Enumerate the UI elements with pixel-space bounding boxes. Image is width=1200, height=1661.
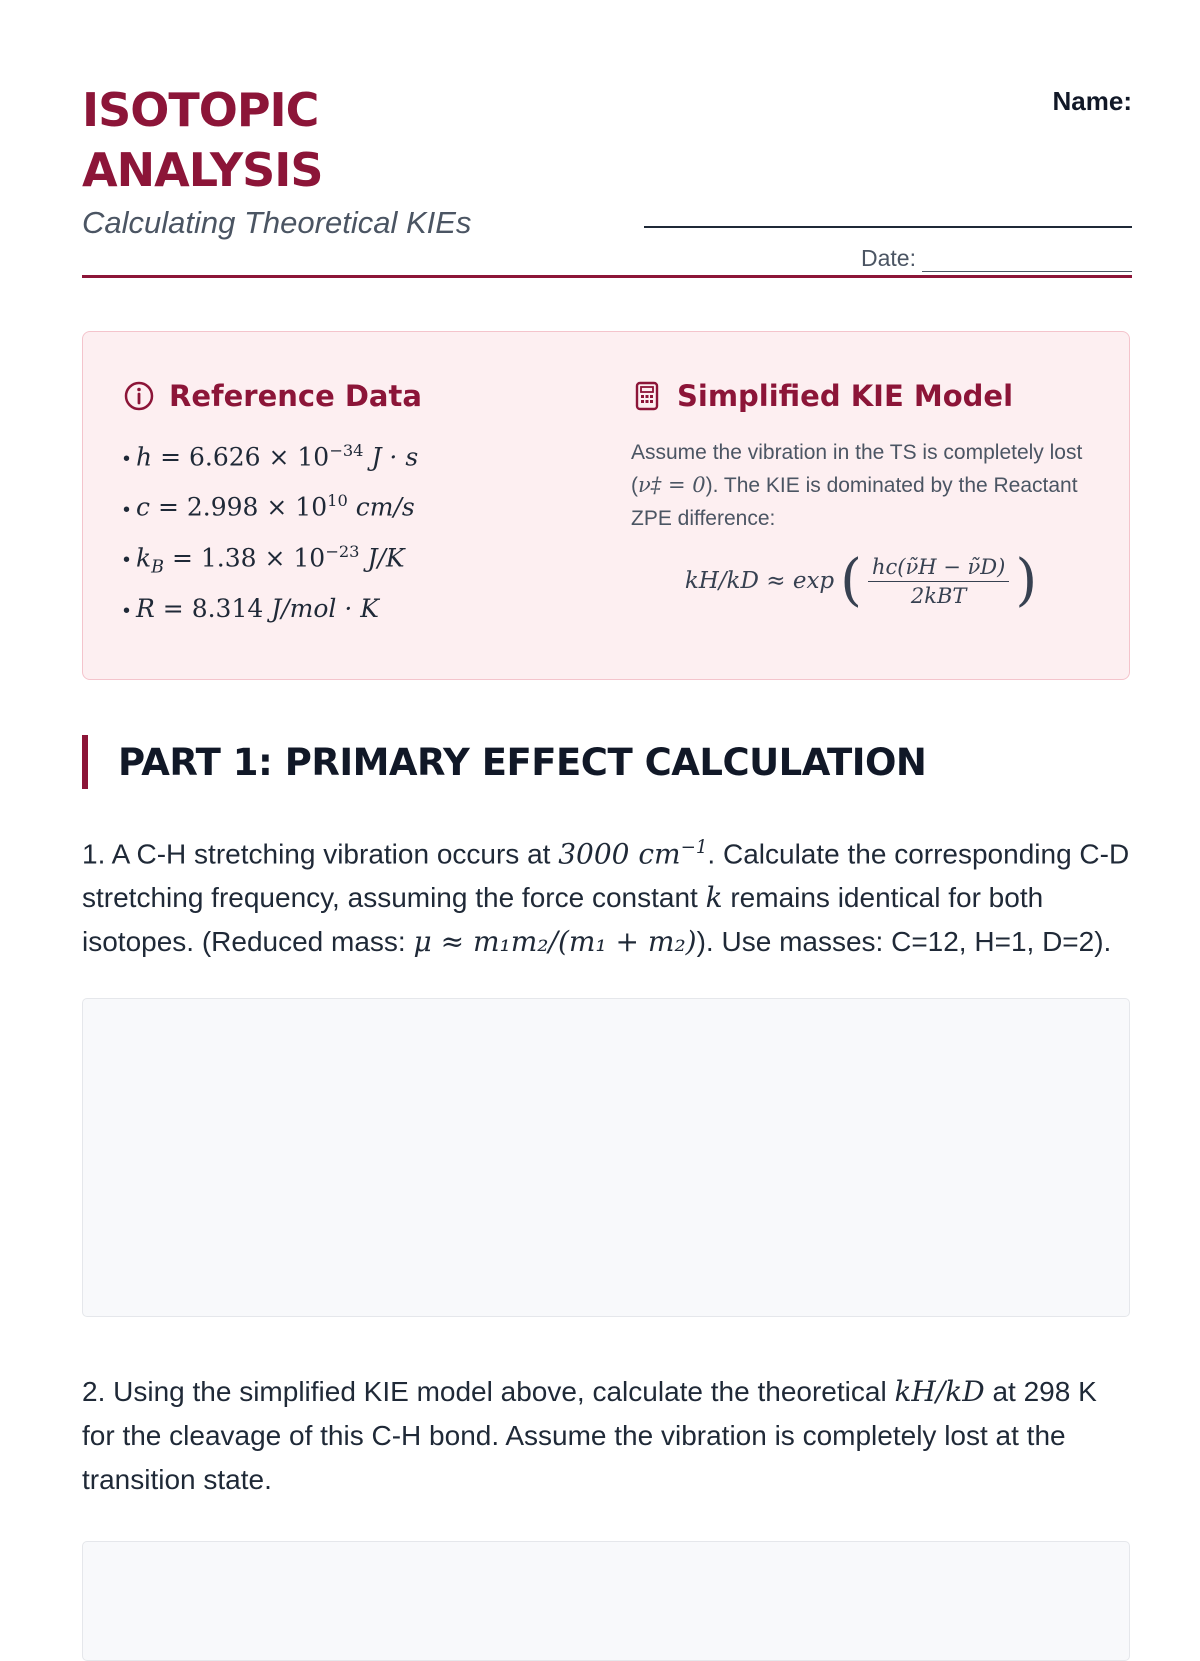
part-1-heading <box>82 735 926 789</box>
constant-symbol: h <box>136 442 153 472</box>
formula-left-paren: ( <box>840 548 862 613</box>
formula-denominator: 2kBT <box>910 583 967 608</box>
name-line[interactable] <box>644 226 1132 228</box>
question-2 <box>82 1370 1132 1502</box>
name-field-label-block <box>1053 86 1132 117</box>
constant-unit: J/K <box>367 542 405 572</box>
date-line[interactable] <box>922 249 1132 272</box>
date-field <box>861 245 1132 272</box>
info-icon <box>123 380 155 412</box>
q1-text-d: ). Use masses: C=12, H=1, D=2). <box>696 926 1112 958</box>
page-title <box>82 80 323 200</box>
q1-math-frequency: 3000 cm <box>558 837 681 871</box>
formula-right-paren: ) <box>1015 548 1038 613</box>
constant-h: • $h = 6.626 \times 10^{-34}$ J · s <box>123 430 583 480</box>
model-text-math: ν‡ = 0 <box>638 473 706 497</box>
q1-math-mu: μ ≈ m₁m₂/(m₁ + m₂) <box>413 925 697 959</box>
constant-symbol: c <box>136 492 151 522</box>
heading-accent-bar <box>82 735 88 789</box>
kie-model-description <box>631 436 1091 535</box>
formula-numerator: hc(ν̃H − ν̃D) <box>868 555 1009 582</box>
q2-math-kie: kH/kD <box>894 1375 985 1408</box>
constant-exponent: −34 <box>329 441 364 460</box>
constant-kb: • $k_B = 1.38 \times 10^{-23}$ J/K <box>123 531 583 588</box>
constant-exponent: 10 <box>327 491 348 511</box>
reference-data-section <box>123 374 583 632</box>
constant-exponent: −23 <box>325 541 360 561</box>
constant-unit: J/mol · K <box>271 593 379 623</box>
constant-unit: J · s <box>371 442 419 472</box>
page-header <box>82 80 1132 280</box>
part-1-title: PART 1: PRIMARY EFFECT CALCULATION <box>118 740 927 784</box>
constant-value: 2.998 × 10 <box>186 492 328 522</box>
kie-model-section <box>631 374 1091 613</box>
constants-list <box>123 430 583 632</box>
answer-box-2[interactable] <box>82 1541 1130 1661</box>
constant-unit: cm/s <box>355 492 415 522</box>
formula-fraction <box>868 555 1009 608</box>
reference-data-heading <box>123 374 583 418</box>
reference-panel <box>82 331 1130 680</box>
q1-text-b: . Calculate the corresponding C-D stretching frequency, assuming the force constant <box>82 838 1130 914</box>
header-divider <box>82 275 1132 278</box>
constant-subscript: B <box>151 556 165 577</box>
page-subtitle: Calculating Theoretical KIEs <box>82 205 472 240</box>
model-text-pre: Assume the vibration in the TS is completely lost ( <box>631 441 1083 497</box>
formula-lhs: kH/kD ≈ exp <box>684 568 835 594</box>
constant-c: • $c = 2.998 \times 10^{10}$ cm/s <box>123 480 583 530</box>
q1-math-exponent: −1 <box>680 837 708 858</box>
model-text-post: ). The KIE is dominated by the Reactant ZPE difference: <box>631 474 1078 530</box>
kie-formula <box>631 548 1091 613</box>
constant-value: 6.626 × 10 <box>188 442 330 472</box>
reference-data-title: Reference Data <box>169 379 422 413</box>
q1-math-k: k <box>705 881 723 915</box>
title-line-1: ISOTOPIC <box>82 83 319 137</box>
q1-text-c: remains identical for both isotopes. (Reduced mass: <box>82 882 1044 958</box>
constant-value: 1.38 × 10 <box>200 542 326 572</box>
q1-text-a: 1. A C-H stretching vibration occurs at <box>82 838 559 870</box>
constant-symbol: k <box>136 542 152 572</box>
constant-r: • R = 8.314 J/mol · K <box>123 588 583 632</box>
name-label: Name: <box>1052 86 1132 116</box>
title-line-2: ANALYSIS <box>82 143 323 197</box>
q2-text-b: at 298 K for the cleavage of this C-H bond. Assume the vibration is completely lost at the transition state. <box>82 1376 1097 1495</box>
constant-symbol: R <box>136 593 155 623</box>
question-1 <box>82 826 1132 964</box>
answer-box-1[interactable] <box>82 998 1130 1317</box>
kie-model-heading <box>631 374 1091 418</box>
kie-model-title: Simplified KIE Model <box>677 379 1014 413</box>
q2-text-a: 2. Using the simplified KIE model above, calculate the theoretical <box>82 1376 895 1407</box>
constant-value: 8.314 <box>191 593 264 623</box>
calculator-icon <box>631 380 663 412</box>
date-label: Date: <box>861 245 916 271</box>
